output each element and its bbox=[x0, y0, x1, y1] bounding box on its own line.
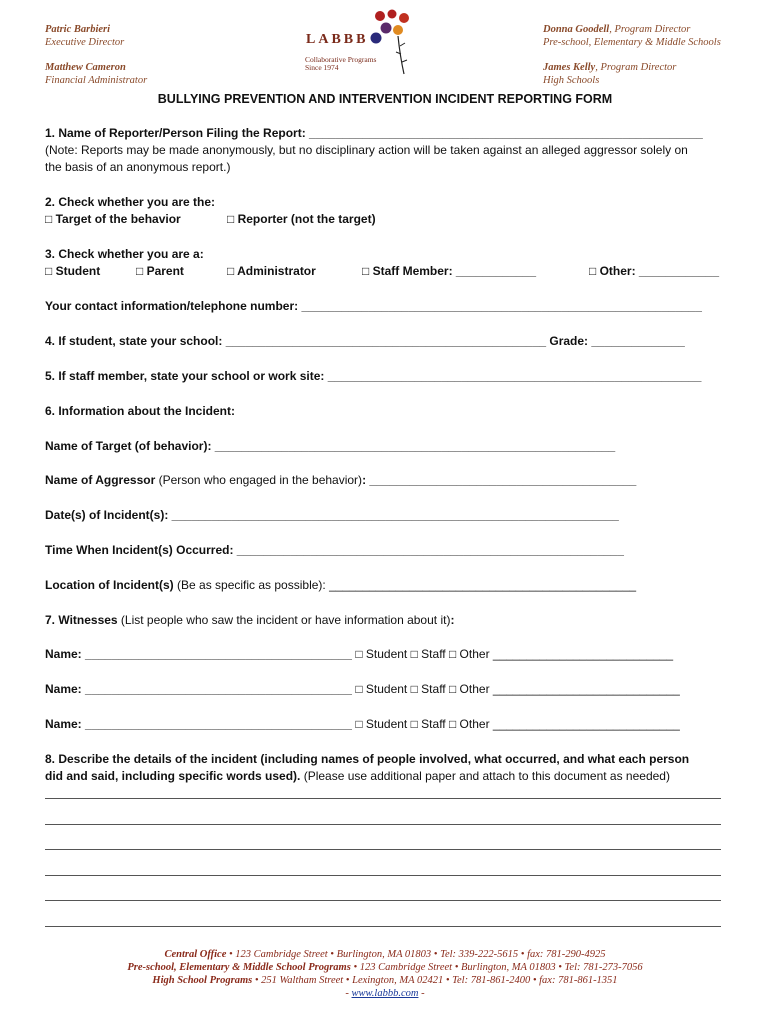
footer-central-office: Central Office • 123 Cambridge Street • Burlington, MA 01803 • Tel: 339-222-5615 • fax: 781-290-4925 bbox=[164, 949, 606, 960]
pd1-role: Program Director bbox=[614, 24, 691, 35]
pd2-role: Program Director bbox=[600, 62, 677, 73]
logo-line2: Since 1974 bbox=[305, 63, 339, 72]
description-line[interactable] bbox=[45, 926, 721, 927]
incident-location-field[interactable]: Location of Incident(s) (Be as specific as possible): ______________________________________________ bbox=[45, 578, 637, 592]
q3-option-student[interactable]: □ Student bbox=[45, 264, 101, 278]
pd1-scope: Pre-school, Elementary & Middle Schools bbox=[543, 36, 721, 48]
q6-heading: 6. Information about the Incident: bbox=[45, 404, 235, 418]
website-link[interactable]: www.labbb.com bbox=[351, 988, 419, 999]
q2-option-target[interactable]: □ Target of the behavior bbox=[45, 212, 181, 226]
target-name-field[interactable]: Name of Target (of behavior): ____________________________________________________________ bbox=[45, 439, 616, 453]
pd2-scope: High Schools bbox=[543, 74, 600, 86]
description-line[interactable] bbox=[45, 849, 721, 850]
q4-school-grade-field[interactable]: 4. If student, state your school: ________________________________________________ Grade: ______________ bbox=[45, 334, 685, 348]
pd2-name: James Kelly bbox=[543, 62, 596, 73]
aggressor-name-field[interactable]: Name of Aggressor (Person who engaged in the behavior): ________________________________________ bbox=[45, 473, 637, 487]
header-right-2: James Kelly, Program Director High Schools bbox=[543, 62, 677, 86]
q1-reporter-name[interactable]: 1. Name of Reporter/Person Filing the Report: ___________________________________________________________ bbox=[45, 126, 703, 140]
header-left-1 bbox=[45, 24, 124, 49]
incident-dates-field[interactable]: Date(s) of Incident(s): ___________________________________________________________________ bbox=[45, 508, 619, 522]
description-line[interactable] bbox=[45, 875, 721, 876]
q3-option-parent[interactable]: □ Parent bbox=[136, 264, 184, 278]
witness-row-2[interactable]: Name: ________________________________________ □ Student □ Staff □ Other ____________________________ bbox=[45, 682, 680, 696]
q2-label: 2. Check whether you are the: bbox=[45, 195, 216, 209]
description-line[interactable] bbox=[45, 798, 721, 799]
q8-heading-line1: 8. Describe the details of the incident (including names of people involved, what occurred, and what each person bbox=[45, 752, 690, 766]
q3-option-administrator[interactable]: □ Administrator bbox=[227, 264, 316, 278]
admin-role: Financial Administrator bbox=[45, 74, 148, 86]
q1-note-line2: the basis of an anonymous report.) bbox=[45, 160, 231, 174]
footer-website: - www.labbb.com - bbox=[345, 988, 425, 999]
q3-option-other[interactable]: □ Other: ____________ bbox=[589, 264, 720, 278]
q3-label: 3. Check whether you are a: bbox=[45, 247, 204, 261]
director-name: Patric Barbieri bbox=[45, 24, 111, 35]
q5-work-site-field[interactable]: 5. If staff member, state your school or work site: ________________________________________________________ bbox=[45, 369, 702, 383]
description-line[interactable] bbox=[45, 824, 721, 825]
header-left-2 bbox=[45, 62, 147, 87]
q8-heading-line2: did and said, including specific words used). (Please use additional paper and attach to this document as needed) bbox=[45, 769, 670, 783]
footer-preschool: Pre-school, Elementary & Middle School Programs • 123 Cambridge Street • Burlington, MA 01803 • Tel: 781-273-7056 bbox=[127, 962, 643, 973]
logo-line1: Collaborative Programs bbox=[305, 55, 377, 64]
contact-info-field[interactable]: Your contact information/telephone number: ____________________________________________________________ bbox=[45, 299, 702, 313]
logo-name: LABBB bbox=[306, 32, 369, 47]
q1-note-line1: (Note: Reports may be made anonymously, but no disciplinary action will be taken against an alleged aggressor solely on bbox=[45, 143, 688, 157]
pd1-name: Donna Goodell bbox=[543, 24, 610, 35]
witness-row-3[interactable]: Name: ________________________________________ □ Student □ Staff □ Other ____________________________ bbox=[45, 717, 680, 731]
footer-high-school: High School Programs • 251 Waltham Street • Lexington, MA 02421 • Tel: 781-861-2400 • fax: 781-861-1351 bbox=[152, 975, 618, 986]
director-role: Executive Director bbox=[45, 36, 125, 48]
logo-subtitle bbox=[305, 56, 376, 72]
form-title: BULLYING PREVENTION AND INTERVENTION INCIDENT REPORTING FORM bbox=[157, 92, 613, 106]
q2-option-reporter[interactable]: □ Reporter (not the target) bbox=[227, 212, 376, 226]
description-line[interactable] bbox=[45, 900, 721, 901]
header-right-1: Donna Goodell, Program Director Pre-school, Elementary & Middle Schools bbox=[543, 24, 721, 48]
admin-name: Matthew Cameron bbox=[45, 62, 126, 73]
witness-row-1[interactable]: Name: ________________________________________ □ Student □ Staff □ Other ___________________________ bbox=[45, 647, 674, 661]
incident-time-field[interactable]: Time When Incident(s) Occurred: __________________________________________________________ bbox=[45, 543, 624, 557]
q3-option-staff[interactable]: □ Staff Member: ____________ bbox=[362, 264, 537, 278]
q7-heading: 7. Witnesses (List people who saw the incident or have information about it): bbox=[45, 613, 455, 627]
